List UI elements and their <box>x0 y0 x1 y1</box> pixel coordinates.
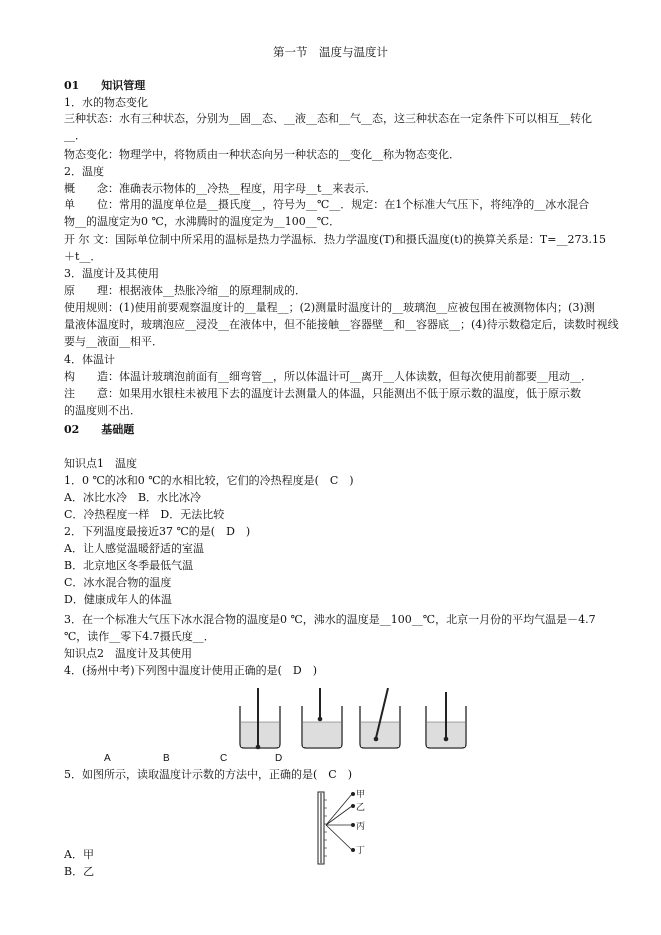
text-line: 开 尔 文：国际单位制中所采用的温标是热力学温标．热力学温度(T)和摄氏温度(t)的换算关系是：T=__273.15 <box>64 233 606 246</box>
figure-5-thermometer <box>312 790 392 865</box>
text-line: 三种状态：水有三种状态，分别为__固__态、__液__态和__气__态，这三种状态在一定条件下可以相互__转化 <box>64 112 592 125</box>
text-line: 3．在一个标准大气压下冰水混合物的温度是0 ℃，沸水的温度是__100__℃，北京一月份的平均气温是－4.7 <box>64 613 596 626</box>
text-line: 02 基础题 <box>64 423 135 436</box>
page-title: 第一节 温度与温度计 <box>273 45 388 59</box>
text-line: __． <box>64 129 86 142</box>
text-line: 知识点2 温度计及其使用 <box>64 647 192 660</box>
text-line: 单 位：常用的温度单位是__摄氏度__，符号为__℃__．规定：在1个标准大气压下，将纯净的__冰水混合 <box>64 198 590 211</box>
text-line: B．北京地区冬季最低气温 <box>64 559 194 572</box>
figure-4-label-a: A <box>104 753 111 764</box>
text-line: B．乙 <box>64 865 95 878</box>
text-line: 5．如图所示，读取温度计示数的方法中，正确的是( C ) <box>64 768 352 781</box>
figure-5-label-jia: 甲 <box>356 789 366 799</box>
text-line: 物__的温度定为0 ℃，水沸腾时的温度定为__100__℃． <box>64 215 341 228</box>
text-line: 物态变化：物理学中，将物质由一种状态向另一种状态的__变化__称为物态变化． <box>64 148 460 161</box>
text-line: A．让人感觉温暖舒适的室温 <box>64 542 204 555</box>
text-line: ＋t__． <box>64 250 102 263</box>
text-line: 1．水的物态变化 <box>64 96 148 109</box>
beaker-d <box>426 692 466 748</box>
beaker-c <box>360 688 400 748</box>
text-line: 知识点1 温度 <box>64 457 137 470</box>
text-line: C．冷热程度一样 D．无法比较 <box>64 508 225 521</box>
text-line: 构 造：体温计玻璃泡前面有__细弯管__，所以体温计可__离开__人体读数，但每次使用前都要__甩动__． <box>64 370 592 383</box>
text-line: C．冰水混合物的温度 <box>64 576 172 589</box>
text-line: 1．0 ℃的冰和0 ℃的水相比较，它们的冷热程度是( C ) <box>64 474 354 487</box>
text-line: 原 理：根据液体__热胀冷缩__的原理制成的． <box>64 284 306 297</box>
text-line: 使用规则：(1)使用前要观察温度计的__量程__；(2)测量时温度计的__玻璃泡__应被包围在被测物体内；(3)测 <box>64 301 595 314</box>
figure-4-label-d: D <box>275 753 283 764</box>
text-line: 3．温度计及其使用 <box>64 267 159 280</box>
text-line: 4．体温计 <box>64 353 115 366</box>
text-line: A．甲 <box>64 848 94 861</box>
text-line: 2．下列温度最接近37 ℃的是( D ) <box>64 525 251 538</box>
figure-4-label-b: B <box>163 753 170 764</box>
text-line: 量液体温度时，玻璃泡应__浸没__在液体中，但不能接触__容器壁__和__容器底__；(4)待示数稳定后，读数时视线 <box>64 318 619 331</box>
beaker-b <box>302 688 342 748</box>
figure-5-label-bing: 丙 <box>356 821 366 831</box>
text-line: 2．温度 <box>64 165 104 178</box>
figure-5-label-yi: 乙 <box>356 802 366 812</box>
text-line: 01 知识管理 <box>64 79 146 92</box>
text-line: 4．(扬州中考)下列图中温度计使用正确的是( D ) <box>64 664 317 677</box>
beaker-a <box>240 688 280 749</box>
text-line: D．健康成年人的体温 <box>64 593 172 606</box>
text-line: 概 念：准确表示物体的__冷热__程度，用字母__t__来表示． <box>64 182 377 195</box>
text-line: 的温度则不出． <box>64 404 141 417</box>
text-line: 注 意：如果用水银柱未被甩下去的温度计去测量人的体温，只能测出不低于原示数的温度，低于原示数 <box>64 387 581 400</box>
figure-5-label-ding: 丁 <box>356 845 366 855</box>
text-line: 要与__液面__相平． <box>64 335 163 348</box>
text-line: ℃，读作__零下4.7摄氏度__． <box>64 630 215 643</box>
figure-4-label-c: C <box>220 753 228 764</box>
text-line: A．冰比水冷 B．水比冰冷 <box>64 491 202 504</box>
